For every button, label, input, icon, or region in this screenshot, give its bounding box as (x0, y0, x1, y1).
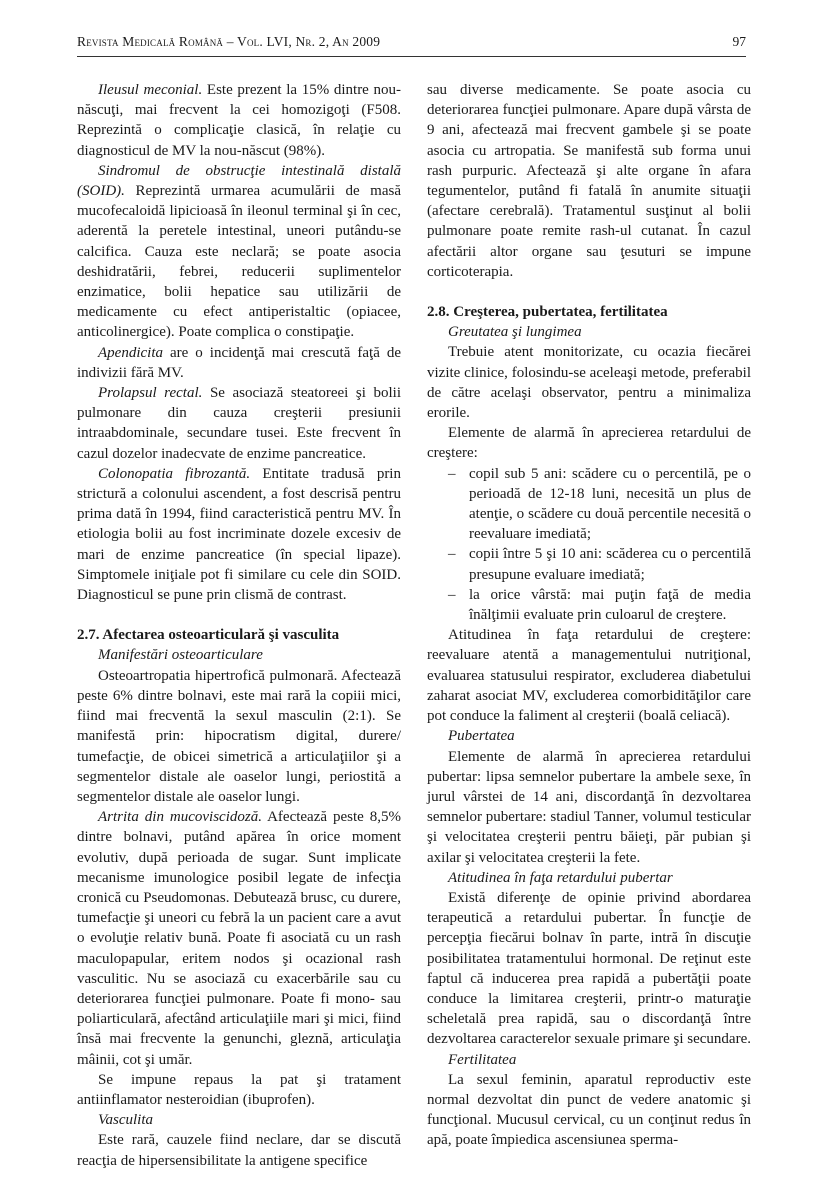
running-header (77, 34, 746, 57)
journal-title: Revista Medicală Română – Vol. LVI, Nr. 2, An 2009 (77, 34, 381, 49)
term: Artrita din mucoviscidoză. (98, 809, 262, 826)
term: Apendicita (98, 344, 163, 361)
bullet-dash: – (448, 465, 456, 482)
list-item-text: copil sub 5 ani: scădere cu o percentilă, pe o perioadă de 12-18 luni, necesită un plus de atenţie, o scădere cu două percentile necesită o reevaluare imediată; (469, 465, 751, 543)
list-item-text: copii între 5 şi 10 ani: scăderea cu o percentilă presupune evaluare imediată; (469, 546, 751, 583)
paragraph-text: Reprezintă urmarea acumulării de masă mucofecaloidă lipicioasă în ileonul terminal şi în cec, aderentă la peretele intestinal, uneori putându-se calcifica. Cauza este neclară; se poate asocia deshidratării, febrei, reducerii suplimentelor enzimatice, bolii hepatice sau utilizării de medicamente cu efect antiperistaltic (opiacee, anticolinergice). Poate complica o constipaţie. (77, 183, 401, 341)
subsection-heading: Vasculita (98, 1112, 153, 1129)
term: Sindromul de obstrucţie intestinală distală (SOID). (77, 162, 401, 200)
left-column (77, 80, 401, 1171)
paragraph (77, 161, 401, 343)
term: Colonopatia fibrozantă. (98, 465, 251, 482)
subsection-heading: Pubertatea (448, 728, 515, 745)
paragraph-text: are o incidenţă mai crescută faţă de indivizii fără MV. (77, 344, 401, 381)
list-item (427, 464, 751, 545)
subsection-heading: Atitudinea în faţa retardului pubertar (448, 869, 673, 886)
paragraph (77, 80, 401, 161)
bullet-dash: – (448, 546, 456, 563)
section-heading: 2.8. Creşterea, pubertatea, fertilitatea (427, 304, 668, 321)
paragraph-text: Este prezent la 15% dintre nou-născuţi, mai frecvent la cei homozigoţi (F508. Reprezintă o complicaţie clasică, în relaţie cu diagnosticul de MV la nou-născut (98%). (77, 82, 402, 159)
list-item (427, 544, 751, 584)
paragraph: La sexul feminin, aparatul reproductiv este normal dezvoltat din punct de vedere anatomic şi funcţional. Mucusul cervical, cu un conţinut redus în apă, poate împiedica ascensiunea sperma- (427, 1071, 751, 1149)
page-number: 97 (732, 34, 746, 49)
paragraph: Trebuie atent monitorizate, cu ocazia fiecărei vizite clinice, folosindu-se aceleaşi metode, preferabil de către acelaşi observator, pentru a minimaliza erorile. (427, 344, 751, 422)
bullet-dash: – (448, 586, 456, 603)
paragraph (77, 464, 401, 605)
term: Prolapsul rectal. (98, 385, 203, 402)
paragraph: Există diferenţe de opinie privind abordarea terapeutică a retardului pubertar. În funcţie de percepţia fiecărui bolnav în parte, intră în discuţie posibilitatea tratamentului hormonal. De reţinut este faptul că inducerea prea rapidă a pubertăţii poate conduce la limitarea creşterii, printr-o maturaţie scheletală prea rapidă, sau o discordanţă între dezvoltarea caracterelor sexuale primare şi secundare. (427, 889, 751, 1048)
subsection-heading: Manifestări osteoarticulare (98, 647, 263, 664)
paragraph (77, 383, 401, 464)
paragraph-text: Se asociază steatoreei şi bolii pulmonare din cauza creşterii presiunii intraabdominale, secundare tusei. Este frecvent în cazul dozelor inadecvate de enzime pancreatice. (77, 385, 401, 462)
paragraph: Se impune repaus la pat şi tratament antiinflamator nesteroidian (ibuprofen). (77, 1071, 401, 1108)
subsection-heading: Greutatea şi lungimea (448, 324, 582, 341)
paragraph: Atitudinea în faţa retardului de creştere: reevaluare atentă a managementului nutriţional, evaluarea statusului respirator, excluderea diabetului zaharat asociat MV, excluderea comorbidităţilor care pot conduce la faliment al creşterii (boală celiacă). (427, 627, 751, 725)
paragraph: sau diverse medicamente. Se poate asocia cu deteriorarea funcţiei pulmonare. Apare după vârsta de 9 ani, afectează mai frecvent gambele şi se poate asocia cu artropatia. Se manifestă sub forma unui rash purpuric. Afectează şi alte organe în afara tegumentelor, putând fi fatală în anumite situaţii (afectare cerebrală). Tratamentul susţinut al bolii pulmonare poate remite rash-ul cutanat. În cazul afectării altor organe sau ţesuturi se impune corticoterapia. (427, 82, 751, 280)
paragraph (77, 807, 401, 1070)
paragraph-text: Entitate tradusă prin strictură a colonului ascendent, a fost descrisă pentru prima dată în 1994, fiind caracteristică pentru MV. În etiologia bolii au fost incriminate dozele excesiv de mari de enzime pancreatice (în special lipaze). Simptomele iniţiale pot fi similare cu cele din SOID. Diagnosticul se pune prin clismă de contrast. (77, 465, 401, 604)
paragraph: Elemente de alarmă în aprecierea retardului de creştere: (427, 425, 751, 462)
subsection-heading: Fertilitatea (448, 1051, 517, 1068)
list-item-text: la orice vârstă: mai puţin faţă de media înălţimii evaluate prin culoarul de creştere. (469, 586, 751, 624)
term: Ileusul meconial. (98, 82, 203, 98)
paragraph: Este rară, cauzele fiind neclare, dar se discută reacţia de hipersensibilitate la antigene specifice (77, 1132, 401, 1169)
paragraph (77, 343, 401, 383)
right-column (427, 80, 751, 1151)
section-heading: 2.7. Afectarea osteoarticulară şi vasculita (77, 627, 340, 644)
paragraph: Elemente de alarmă în aprecierea retardului pubertar: lipsa semnelor pubertare la ambele sexe, în jurul vârstei de 14 ani, discordanţă în dezvoltarea semnelor pubertare: stadiul Tanner, volumul testicular şi velocitatea creşterii pentru băieţi, păr pubian şi axilar şi velocitatea creşterii la fete. (427, 748, 751, 866)
list-item (427, 585, 751, 625)
paragraph-text: Afectează peste 8,5% dintre bolnavi, putând apărea în orice moment evolutiv, după perioada de sugar. Sunt implicate mecanisme imunologice posibil legate de infecţia cronică cu Pseudomonas. Debutează brusc, cu durere, tumefacţie şi uneori cu febră la un pacient care a avut o evoluţie relativ bună. Poate fi asociată cu un rash maculopapular, eritem nodos şi ocazional rash vasculitic. Nu se asociază cu exacerbările sau cu deteriorarea funcţiei pulmonare. Poate fi mono- sau poliarticulară, afectând articulaţiile mari şi mici, fiind însă mai frecvente la genunchi, gleznă, articulaţia mâinii, cot şi umăr. (77, 809, 401, 1068)
paragraph: Osteoartropatia hipertrofică pulmonară. Afectează peste 6% dintre bolnavi, este mai rară la copiii mici, fiind mai frecventă la sexul masculin (2:1). Se manifestă prin: hipocratism digital, durere/ tumefacţie, de obicei simetrică a articulaţiilor şi a segmentelor distale ale oaselor lungi, periostită a segmentelor distale ale oaselor lungi. (77, 667, 401, 805)
